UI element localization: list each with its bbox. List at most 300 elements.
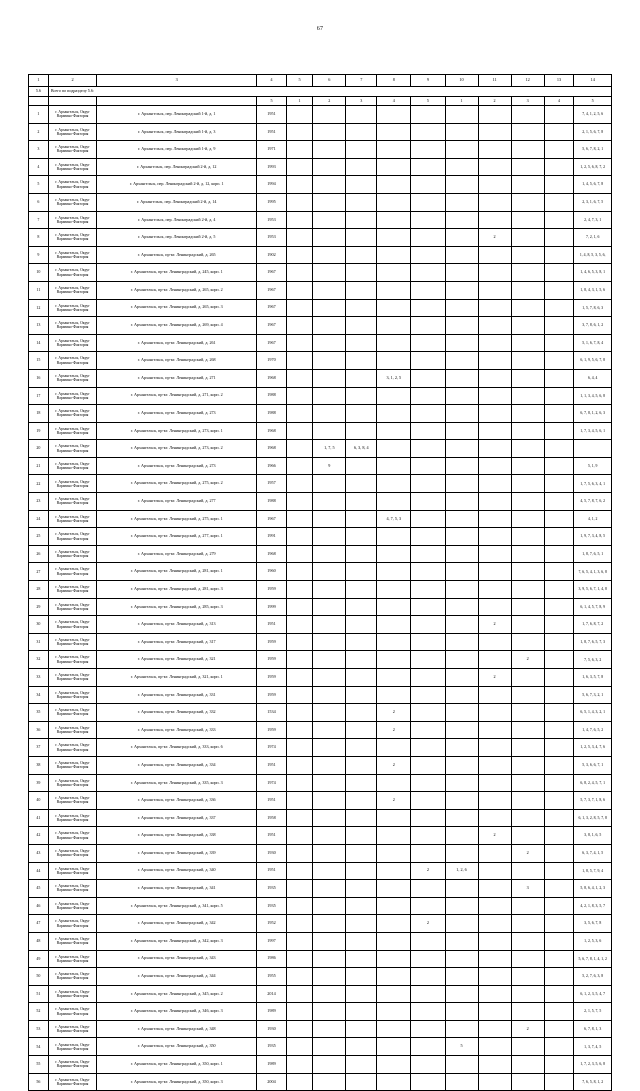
value-cell-7 [346, 1073, 377, 1091]
value-cell-5 [286, 440, 312, 458]
value-cell-13 [544, 1020, 574, 1038]
value-cell-12 [511, 756, 544, 774]
value-cell-10 [445, 158, 478, 176]
value-cell-7 [346, 422, 377, 440]
value-cell-11 [478, 633, 511, 651]
row-index: 2 [29, 123, 49, 141]
table-row [29, 229, 612, 247]
value-cell-13 [544, 211, 574, 229]
year-cell: 1991 [257, 528, 287, 546]
value-cell-13 [544, 563, 574, 581]
address-cell: г. Архангельск, пр-кт. Ленинградский, д. 313 [97, 616, 257, 634]
year-cell: 1967 [257, 281, 287, 299]
column-number-14: 14 [574, 75, 612, 87]
value-cell-5 [286, 827, 312, 845]
table-row [29, 545, 612, 563]
owner-cell: г. Архангельск, Округ Варавино-Фактория [48, 281, 96, 299]
value-cell-14: 1, 8, 5, 7, 9, 4 [574, 862, 612, 880]
value-cell-6 [313, 880, 346, 898]
value-cell-6 [313, 809, 346, 827]
table-row [29, 985, 612, 1003]
table-row [29, 721, 612, 739]
table-row [29, 581, 612, 599]
value-cell-5 [286, 880, 312, 898]
value-cell-9 [411, 176, 445, 194]
owner-cell: г. Архангельск, Округ Варавино-Фактория [48, 1038, 96, 1056]
value-cell-13 [544, 405, 574, 423]
address-cell: г. Архангельск, пр-кт. Ленинградский, д. 281, корп. 3 [97, 581, 257, 599]
value-cell-13 [544, 1038, 574, 1056]
value-cell-10 [445, 616, 478, 634]
value-cell-8 [377, 211, 411, 229]
value-cell-7 [346, 106, 377, 124]
value-cell-9 [411, 739, 445, 757]
value-cell-12 [511, 440, 544, 458]
value-cell-8 [377, 193, 411, 211]
address-cell: г. Архангельск, пр-кт. Ленинградский, д. 343 [97, 950, 257, 968]
row-index: 22 [29, 475, 49, 493]
value-cell-7 [346, 193, 377, 211]
value-cell-7 [346, 739, 377, 757]
value-cell-8 [377, 598, 411, 616]
value-cell-11 [478, 581, 511, 599]
table-row [29, 950, 612, 968]
owner-cell: г. Архангельск, Округ Варавино-Фактория [48, 985, 96, 1003]
year-cell: 2004 [257, 1073, 287, 1091]
value-cell-12 [511, 158, 544, 176]
value-cell-14: 5, 6, 7, 3, 2, 1 [574, 686, 612, 704]
row-index: 6 [29, 193, 49, 211]
value-cell-7 [346, 880, 377, 898]
row-index: 34 [29, 686, 49, 704]
value-cell-6 [313, 792, 346, 810]
row-index: 38 [29, 756, 49, 774]
value-cell-6 [313, 1020, 346, 1038]
value-cell-9 [411, 281, 445, 299]
value-cell-10 [445, 457, 478, 475]
value-cell-11 [478, 880, 511, 898]
column-number-1: 1 [29, 75, 49, 87]
value-cell-8 [377, 405, 411, 423]
column-number-6: 6 [313, 75, 346, 87]
value-cell-11 [478, 299, 511, 317]
value-cell-11 [478, 1003, 511, 1021]
value-cell-12 [511, 457, 544, 475]
value-cell-11 [478, 176, 511, 194]
value-cell-11 [478, 862, 511, 880]
value-cell-9 [411, 334, 445, 352]
row-index: 52 [29, 1003, 49, 1021]
value-cell-5 [286, 581, 312, 599]
subheader-cell-13: 4 [544, 97, 574, 106]
value-cell-9 [411, 880, 445, 898]
year-cell: 1995 [257, 193, 287, 211]
owner-cell: г. Архангельск, Округ Варавино-Фактория [48, 422, 96, 440]
value-cell-14 [574, 440, 612, 458]
owner-cell: г. Архангельск, Округ Варавино-Фактория [48, 827, 96, 845]
value-cell-6 [313, 704, 346, 722]
address-cell: г. Архангельск, пр-кт. Ленинградский, д. 273 [97, 405, 257, 423]
value-cell-8 [377, 299, 411, 317]
value-cell-12 [511, 669, 544, 687]
value-cell-6 [313, 1073, 346, 1091]
value-cell-12 [511, 633, 544, 651]
value-cell-13 [544, 721, 574, 739]
value-cell-9 [411, 352, 445, 370]
value-cell-6 [313, 211, 346, 229]
value-cell-5 [286, 809, 312, 827]
value-cell-13 [544, 1003, 574, 1021]
table-row [29, 897, 612, 915]
value-cell-14: 3, 7, 8, 6, 1, 2 [574, 317, 612, 335]
value-cell-5 [286, 1056, 312, 1074]
value-cell-10 [445, 545, 478, 563]
year-cell: 1930 [257, 1020, 287, 1038]
row-index: 36 [29, 721, 49, 739]
value-cell-11 [478, 158, 511, 176]
year-cell: 1955 [257, 968, 287, 986]
value-cell-7 [346, 756, 377, 774]
value-cell-14: 6, 4, 4 [574, 369, 612, 387]
row-index: 48 [29, 932, 49, 950]
value-cell-13 [544, 844, 574, 862]
value-cell-7 [346, 616, 377, 634]
value-cell-10 [445, 932, 478, 950]
value-cell-14: 1, 8, 7, 6, 5, 7, 3 [574, 633, 612, 651]
value-cell-8 [377, 1003, 411, 1021]
value-cell-8: 2 [377, 721, 411, 739]
value-cell-11 [478, 792, 511, 810]
row-index: 16 [29, 369, 49, 387]
year-cell: 1989 [257, 1056, 287, 1074]
value-cell-13 [544, 862, 574, 880]
value-cell-11 [478, 493, 511, 511]
table-row [29, 1038, 612, 1056]
year-cell: 1951 [257, 106, 287, 124]
value-cell-5 [286, 792, 312, 810]
value-cell-8 [377, 827, 411, 845]
address-cell: г. Архангельск, пр-кт. Ленинградский, д. 348 [97, 1020, 257, 1038]
value-cell-14: 7, 5, 6, 3, 2 [574, 651, 612, 669]
value-cell-10 [445, 756, 478, 774]
owner-cell: г. Архангельск, Округ Варавино-Фактория [48, 950, 96, 968]
section-total-row [29, 87, 612, 97]
value-cell-9 [411, 563, 445, 581]
owner-cell: г. Архангельск, Округ Варавино-Фактория [48, 581, 96, 599]
value-cell-11 [478, 950, 511, 968]
owner-cell: г. Архангельск, Округ Варавино-Фактория [48, 334, 96, 352]
value-cell-11 [478, 844, 511, 862]
value-cell-8 [377, 581, 411, 599]
value-cell-13 [544, 598, 574, 616]
value-cell-7 [346, 1038, 377, 1056]
value-cell-9 [411, 686, 445, 704]
value-cell-11 [478, 1073, 511, 1091]
year-cell: 1970 [257, 352, 287, 370]
row-index: 7 [29, 211, 49, 229]
value-cell-5 [286, 123, 312, 141]
value-cell-11 [478, 528, 511, 546]
address-cell: г. Архангельск, пр-кт. Ленинградский, д. 277 [97, 493, 257, 511]
value-cell-14: 5, 6, 7, 8, 1, 4, 1, 2 [574, 950, 612, 968]
registry-table-container [28, 74, 612, 1091]
value-cell-14: 1, 2, 5, 3, 6 [574, 932, 612, 950]
row-index: 19 [29, 422, 49, 440]
value-cell-7 [346, 1003, 377, 1021]
value-cell-8 [377, 616, 411, 634]
value-cell-14: 1, 8, 7, 6, 5, 1 [574, 545, 612, 563]
subheader-cell-8: 4 [377, 97, 411, 106]
value-cell-6 [313, 721, 346, 739]
value-cell-9 [411, 317, 445, 335]
value-cell-8 [377, 915, 411, 933]
row-index: 10 [29, 264, 49, 282]
year-cell: 1968 [257, 369, 287, 387]
value-cell-6: 9 [313, 457, 346, 475]
value-cell-6 [313, 106, 346, 124]
value-cell-6 [313, 915, 346, 933]
value-cell-5 [286, 915, 312, 933]
value-cell-7 [346, 792, 377, 810]
address-cell: г. Архангельск, пр-кт. Ленинградский, д. 342, корп. 3 [97, 932, 257, 950]
value-cell-7 [346, 669, 377, 687]
value-cell-13 [544, 756, 574, 774]
value-cell-10 [445, 739, 478, 757]
address-cell: г. Архангельск, пр-кт. Ленинградский, д. 350, корп. 1 [97, 1056, 257, 1074]
value-cell-9 [411, 581, 445, 599]
year-cell: 1930 [257, 844, 287, 862]
value-cell-7 [346, 317, 377, 335]
address-cell: г. Архангельск, пр-кт. Ленинградский, д. 273, корп. 1 [97, 422, 257, 440]
value-cell-9 [411, 616, 445, 634]
value-cell-5 [286, 141, 312, 159]
value-cell-13 [544, 897, 574, 915]
value-cell-13 [544, 141, 574, 159]
value-cell-10 [445, 897, 478, 915]
value-cell-5 [286, 317, 312, 335]
value-cell-10 [445, 581, 478, 599]
subheader-cell-7: 3 [346, 97, 377, 106]
value-cell-9 [411, 721, 445, 739]
value-cell-5 [286, 563, 312, 581]
row-index: 26 [29, 545, 49, 563]
value-cell-6 [313, 176, 346, 194]
value-cell-10 [445, 915, 478, 933]
row-index: 1 [29, 106, 49, 124]
address-cell: г. Архангельск, пр-кт. Ленинградский, д. 333 [97, 721, 257, 739]
owner-cell: г. Архангельск, Округ Варавино-Фактория [48, 704, 96, 722]
value-cell-5 [286, 1038, 312, 1056]
value-cell-10 [445, 792, 478, 810]
value-cell-12 [511, 281, 544, 299]
owner-cell: г. Архангельск, Округ Варавино-Фактория [48, 968, 96, 986]
value-cell-8 [377, 932, 411, 950]
value-cell-8 [377, 968, 411, 986]
value-cell-7 [346, 510, 377, 528]
value-cell-5 [286, 721, 312, 739]
value-cell-13 [544, 281, 574, 299]
value-cell-10 [445, 422, 478, 440]
value-cell-6 [313, 756, 346, 774]
table-row [29, 598, 612, 616]
value-cell-14: 4, 5, 7, 8, 7, 6, 2 [574, 493, 612, 511]
value-cell-7 [346, 844, 377, 862]
table-row [29, 968, 612, 986]
value-cell-13 [544, 475, 574, 493]
value-cell-6 [313, 229, 346, 247]
year-cell: 1974 [257, 774, 287, 792]
value-cell-9 [411, 545, 445, 563]
row-index: 54 [29, 1038, 49, 1056]
value-cell-10 [445, 440, 478, 458]
value-cell-6 [313, 352, 346, 370]
value-cell-14: 5, 3, 6, 6, 7, 1 [574, 756, 612, 774]
value-cell-13 [544, 334, 574, 352]
value-cell-10 [445, 193, 478, 211]
subheader-cell-11: 2 [478, 97, 511, 106]
value-cell-8 [377, 950, 411, 968]
value-cell-8 [377, 123, 411, 141]
value-cell-11 [478, 457, 511, 475]
value-cell-12 [511, 1003, 544, 1021]
address-cell: г. Архангельск, пер. Ленинградский 2-й, д. 12, корп. 1 [97, 176, 257, 194]
value-cell-9 [411, 950, 445, 968]
value-cell-13 [544, 369, 574, 387]
value-cell-6 [313, 950, 346, 968]
value-cell-9 [411, 387, 445, 405]
subheader-cell-5: 1 [286, 97, 312, 106]
table-row [29, 827, 612, 845]
table-row [29, 862, 612, 880]
value-cell-7 [346, 405, 377, 423]
value-cell-8 [377, 545, 411, 563]
value-cell-10 [445, 352, 478, 370]
value-cell-8 [377, 686, 411, 704]
row-index: 42 [29, 827, 49, 845]
year-cell: 1959 [257, 669, 287, 687]
address-cell: г. Архангельск, пр-кт. Ленинградский, д. 265, корп. 2 [97, 281, 257, 299]
value-cell-14: 6, 8, 2, 4, 5, 7, 1 [574, 774, 612, 792]
value-cell-14: 3, 8, 1, 6, 5 [574, 827, 612, 845]
year-cell: 1999 [257, 598, 287, 616]
value-cell-13 [544, 932, 574, 950]
value-cell-6 [313, 1038, 346, 1056]
value-cell-10 [445, 510, 478, 528]
value-cell-13 [544, 528, 574, 546]
value-cell-12 [511, 193, 544, 211]
value-cell-13 [544, 422, 574, 440]
value-cell-12 [511, 598, 544, 616]
owner-cell: г. Архангельск, Округ Варавино-Фактория [48, 721, 96, 739]
value-cell-8 [377, 422, 411, 440]
value-cell-14: 7, 2, 1, 6 [574, 229, 612, 247]
value-cell-8 [377, 1056, 411, 1074]
registry-table-body [29, 75, 612, 1091]
value-cell-9 [411, 141, 445, 159]
value-cell-11 [478, 1038, 511, 1056]
value-cell-14: 3, 5, 6, 7, 8 [574, 915, 612, 933]
value-cell-7 [346, 387, 377, 405]
value-cell-5 [286, 106, 312, 124]
value-cell-10 [445, 369, 478, 387]
value-cell-13 [544, 704, 574, 722]
address-cell: г. Архангельск, пр-кт. Ленинградский, д. 346, корп. 3 [97, 1003, 257, 1021]
value-cell-13 [544, 633, 574, 651]
year-cell: 1968 [257, 545, 287, 563]
value-cell-6 [313, 141, 346, 159]
table-row [29, 123, 612, 141]
value-cell-11: 2 [478, 229, 511, 247]
table-row [29, 158, 612, 176]
value-cell-13 [544, 774, 574, 792]
value-cell-10 [445, 950, 478, 968]
value-cell-14: 7, 6, 5, 8, 1, 2 [574, 1073, 612, 1091]
value-cell-8 [377, 651, 411, 669]
address-cell: г. Архангельск, пр-кт. Ленинградский, д. 341 [97, 880, 257, 898]
value-cell-9 [411, 123, 445, 141]
year-cell: 1959 [257, 651, 287, 669]
value-cell-8: 2 [377, 756, 411, 774]
owner-cell: г. Архангельск, Округ Варавино-Фактория [48, 176, 96, 194]
value-cell-8 [377, 475, 411, 493]
row-index: 5 [29, 176, 49, 194]
row-index: 43 [29, 844, 49, 862]
subheader-cell-2 [48, 97, 96, 106]
value-cell-7 [346, 862, 377, 880]
value-cell-12 [511, 334, 544, 352]
row-index: 51 [29, 985, 49, 1003]
value-cell-6 [313, 545, 346, 563]
value-cell-10 [445, 528, 478, 546]
value-cell-8 [377, 246, 411, 264]
owner-cell: г. Архангельск, Округ Варавино-Фактория [48, 317, 96, 335]
value-cell-9 [411, 844, 445, 862]
value-cell-9 [411, 669, 445, 687]
subheader-cell-9: 5 [411, 97, 445, 106]
value-cell-6 [313, 193, 346, 211]
owner-cell: г. Архангельск, Округ Варавино-Фактория [48, 792, 96, 810]
value-cell-6 [313, 387, 346, 405]
table-row [29, 264, 612, 282]
value-cell-5 [286, 774, 312, 792]
value-cell-5 [286, 968, 312, 986]
value-cell-7 [346, 158, 377, 176]
value-cell-10 [445, 774, 478, 792]
section-label: Всего по подразделу 5.6: [48, 87, 611, 97]
value-cell-5 [286, 862, 312, 880]
value-cell-8 [377, 1020, 411, 1038]
value-cell-11 [478, 352, 511, 370]
address-cell: г. Архангельск, пр-кт. Ленинградский, д. 345, корп. 2 [97, 985, 257, 1003]
value-cell-10 [445, 281, 478, 299]
value-cell-12 [511, 563, 544, 581]
value-cell-8 [377, 317, 411, 335]
address-cell: г. Архангельск, пр-кт. Ленинградский, д. 344 [97, 968, 257, 986]
value-cell-12 [511, 211, 544, 229]
address-cell: г. Архангельск, пр-кт. Ленинградский, д. 273 [97, 457, 257, 475]
value-cell-6 [313, 669, 346, 687]
value-cell-14: 1, 9, 7, 3, 4, 8, 5 [574, 528, 612, 546]
value-cell-10 [445, 387, 478, 405]
year-cell: 1988 [257, 493, 287, 511]
value-cell-14: 6, 1, 2, 3, 5, 4, 7 [574, 985, 612, 1003]
value-cell-8 [377, 862, 411, 880]
value-cell-11 [478, 545, 511, 563]
row-index: 24 [29, 510, 49, 528]
row-index: 37 [29, 739, 49, 757]
value-cell-5 [286, 985, 312, 1003]
table-row [29, 686, 612, 704]
